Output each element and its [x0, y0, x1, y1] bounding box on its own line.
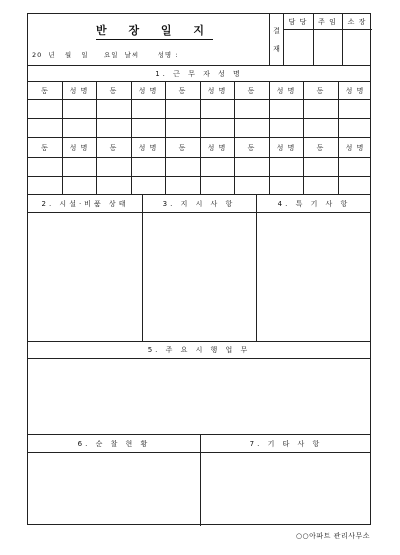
- col-header-dong: 동: [41, 86, 49, 95]
- document-title: 반 장 일 지: [96, 22, 213, 40]
- staff-table-b: [28, 138, 370, 195]
- section1-title: 1. 근 무 자 성 명: [155, 69, 243, 78]
- grid-line: [234, 138, 235, 194]
- section2-title: 2. 시설·비품 상태: [41, 199, 129, 208]
- col-header-name: 성 명: [207, 143, 227, 152]
- section7-title: 7. 기 타 사 항: [249, 439, 323, 448]
- grid-line: [28, 157, 370, 158]
- staff-table-a: [28, 82, 370, 138]
- header-row: [28, 14, 370, 66]
- col-header-name: 성 명: [69, 143, 89, 152]
- col-header-name: 성 명: [207, 86, 227, 95]
- approval-box-label: 주 임: [313, 14, 342, 30]
- grid-line: [131, 138, 132, 194]
- grid-line: [28, 176, 370, 177]
- col-header-name: 성 명: [345, 86, 365, 95]
- grid-line: [303, 82, 304, 137]
- approval-label-bottom: 재: [273, 45, 280, 53]
- col-header-dong: 동: [41, 143, 49, 152]
- section1-title-row: [28, 66, 370, 82]
- col-header-dong: 동: [316, 143, 325, 152]
- grid-line: [28, 452, 370, 453]
- section6-title: 6. 순 찰 현 황: [77, 439, 151, 448]
- grid-line: [269, 138, 270, 194]
- col-header-name: 성 명: [69, 86, 89, 95]
- grid-line: [62, 138, 63, 194]
- grid-line: [303, 138, 304, 194]
- grid-line: [28, 118, 370, 119]
- footer-office-name: ○○아파트 관리사무소: [295, 532, 370, 540]
- col-header-name: 성 명: [276, 143, 296, 152]
- section3-title: 3. 지 시 사 항: [162, 199, 236, 208]
- daily-log-form: [27, 13, 371, 525]
- col-header-name: 성 명: [138, 86, 158, 95]
- approval-box-label: 소 장: [342, 14, 372, 30]
- section5-title: 5. 주 요 시 행 업 무: [147, 346, 251, 354]
- approval-box-staff[interactable]: [283, 14, 313, 66]
- grid-line: [338, 138, 339, 194]
- approval-label: [270, 14, 283, 66]
- grid-line: [234, 82, 235, 137]
- grid-line: [142, 195, 143, 341]
- col-header-dong: 동: [247, 86, 256, 95]
- grid-line: [256, 195, 257, 341]
- grid-line: [28, 99, 370, 100]
- col-header-name: 성 명: [138, 143, 158, 152]
- sections-2-3-4: [28, 195, 370, 342]
- col-header-name: 성 명: [276, 86, 296, 95]
- col-header-name: 성 명: [345, 143, 365, 152]
- col-header-dong: 동: [247, 143, 256, 152]
- grid-line: [96, 138, 97, 194]
- grid-line: [96, 82, 97, 137]
- grid-line: [165, 82, 166, 137]
- approval-box-label: 담 당: [283, 14, 313, 30]
- col-header-dong: 동: [178, 143, 187, 152]
- section4-title: 4. 특 기 사 항: [277, 199, 351, 208]
- approval-box-director[interactable]: [342, 14, 372, 66]
- date-weather-name-line: 20 년 월 일 요일 날씨 성명 :: [32, 51, 179, 59]
- col-header-dong: 동: [109, 86, 118, 95]
- col-header-dong: 동: [316, 86, 325, 95]
- section5: [28, 342, 370, 435]
- grid-line: [200, 82, 201, 137]
- approval-label-top: 결: [273, 27, 280, 35]
- grid-line: [62, 82, 63, 137]
- grid-line: [338, 82, 339, 137]
- grid-line: [269, 82, 270, 137]
- grid-line: [200, 138, 201, 194]
- col-header-dong: 동: [178, 86, 187, 95]
- grid-line: [28, 358, 370, 359]
- col-header-dong: 동: [109, 143, 118, 152]
- grid-line: [131, 82, 132, 137]
- grid-line: [28, 212, 370, 213]
- grid-line: [165, 138, 166, 194]
- sections-6-7: [28, 435, 370, 526]
- approval-box-manager[interactable]: [313, 14, 342, 66]
